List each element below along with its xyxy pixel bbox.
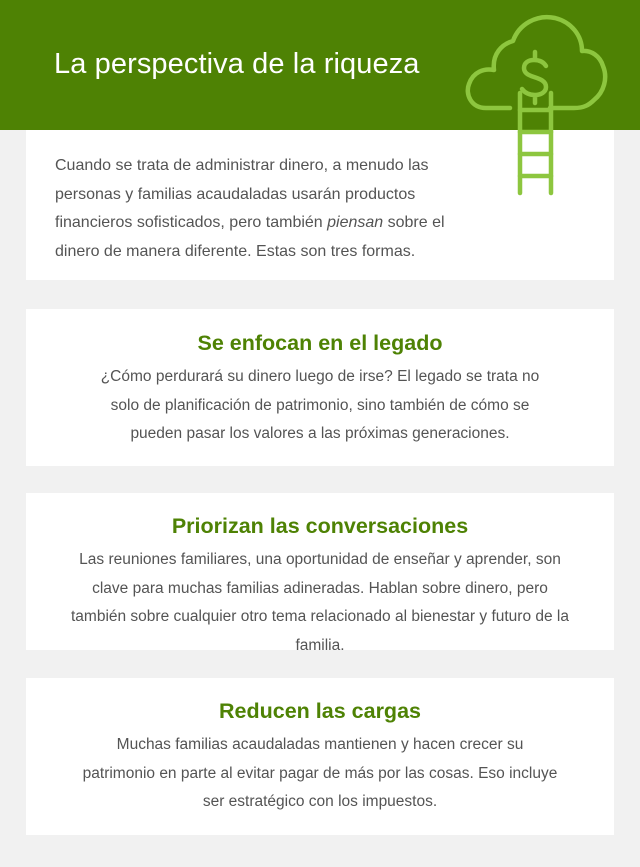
intro-text-start: Cuando se trata de administrar dinero, a menudo las personas y familias acaudaladas usarán productos financieros sofisticados, pero también xyxy=(55,157,429,231)
section-title: Se enfocan en el legado xyxy=(197,331,443,355)
page-title: La perspectiva de la riqueza xyxy=(54,48,420,80)
section-card xyxy=(26,678,614,835)
intro-text xyxy=(55,152,475,266)
section-text: Muchas familias acaudaladas mantienen y hacen crecer su patrimonio en parte al evitar pagar de más por las cosas. Eso incluye ser estratégico con los impuestos. xyxy=(82,736,558,810)
dollar-sign xyxy=(522,52,546,103)
intro-text-end: sobre el dinero de manera diferente. Estas son tres formas. xyxy=(55,214,445,260)
section-text: ¿Cómo perdurará su dinero luego de irse? El legado se trata no solo de planificación de patrimonio, sino también de cómo se pueden pasar los valores a las próximas generaciones. xyxy=(100,368,540,442)
section-title: Reducen las cargas xyxy=(219,699,421,723)
section-card xyxy=(26,309,614,466)
cloud-dollar-ladder-icon xyxy=(458,10,610,200)
intro-emphasis: piensan xyxy=(327,214,384,231)
section-text: Las reuniones familiares, una oportunidad de enseñar y aprender, son clave para muchas familias adineradas. Hablan sobre dinero, pero también sobre cualquier otro tema relacionado al bienestar y futuro de la familia. xyxy=(70,551,569,654)
section-title: Priorizan las conversaciones xyxy=(171,514,469,538)
section-card xyxy=(26,493,614,654)
